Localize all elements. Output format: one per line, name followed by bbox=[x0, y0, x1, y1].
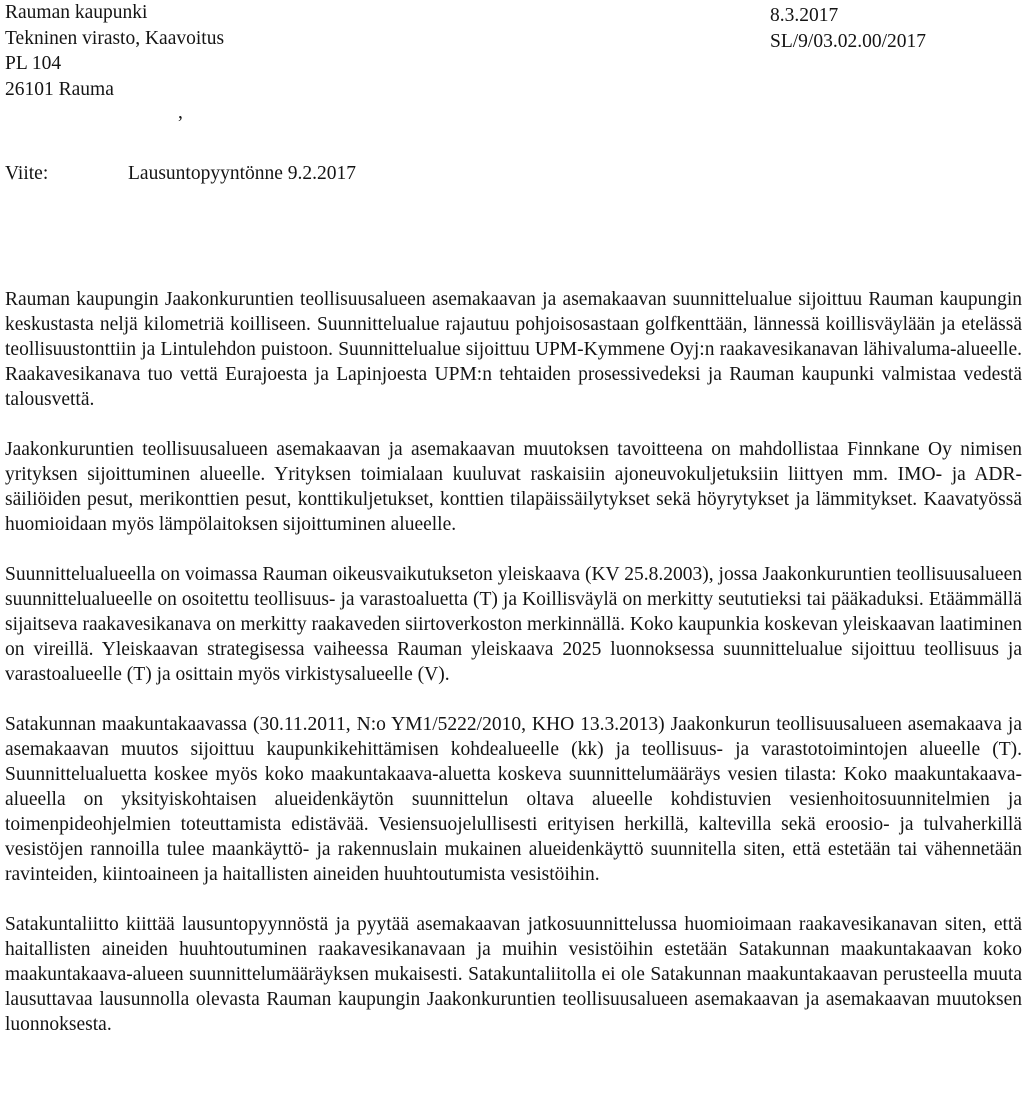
reference-label: Viite: bbox=[5, 163, 49, 184]
reference-value: Lausuntopyyntönne 9.2.2017 bbox=[128, 163, 357, 184]
body-paragraph: Satakunnan maakuntakaavassa (30.11.2011, N:o YM1/5222/2010, KHO 13.3.2013) Jaakonkurun teollisuusalueen asemakaava ja asemakaavan muutos sijoittuu kaupunkikehittämisen kohdealueelle (kk) ja teollisuus- ja varastotoimintojen alueelle (T). Suunnittelualuetta koskee myös koko maakuntakaava-aluetta koskeva suunnittelumääräys vesien tilasta: Koko maakuntakaava-alueella on yksityiskohtaisen alueidenkäytön suunnittelun oltava alueelle kohdistuvien vesienhoitosuunnitelmien ja toimenpideohjelmien toteuttamista edistävää. Vesiensuojelullisesti erityisen herkillä, kaltevilla sekä eroosio- ja tulvaherkillä vesistöjen rannoilla tulee maankäyttö- ja rakennuslain mukainen alueidenkäyttö suunnitella siten, että estetään tai vähennetään ravinteiden, kiintoaineen ja haitallisten aineiden huuhtoutumista vesistöihin. bbox=[5, 714, 1022, 885]
body-paragraph: Suunnittelualueella on voimassa Rauman oikeusvaikutukseton yleiskaava (KV 25.8.2003), jossa Jaakonkuruntien teollisuusalueen suunnittelualueelle on osoitettu teollisuus- ja varastoaluetta (T) ja Koillisväylä on merkitty seututieksi tai pääkaduksi. Etäämmällä sijaitseva raakavesikanava on merkitty raakaveden siirtoverkoston merkinnällä. Koko kaupunkia koskevan yleiskaavan laatiminen on vireillä. Yleiskaavan strategisessa vaiheessa Rauman yleiskaava 2025 luonnoksessa suunnittelualue sijoittuu teollisuus ja varastoalueelle (T) ja osittain myös virkistysalueelle (V). bbox=[5, 564, 1022, 685]
recipient-line-organization: Rauman kaupunki bbox=[5, 2, 148, 23]
recipient-line-po-box: PL 104 bbox=[5, 53, 62, 74]
recipient-address bbox=[5, 0, 224, 102]
letter-date: 8.3.2017 bbox=[770, 5, 839, 26]
body-paragraph: Satakuntaliitto kiittää lausuntopyynnöstä ja pyytää asemakaavan jatkosuunnittelussa huomioimaan raakavesikanavan siten, että haitallisten aineiden huuhtoutuminen raakavesikanavaan ja muihin vesistöihin estetään Satakunnan maakuntakaavan koko maakuntakaava-alueen suunnittelumääräyksen mukaisesti. Satakuntaliitolla ei ole Satakunnan maakuntakaavan perusteella muuta lausuttavaa lausunnolla olevasta Rauman kaupungin Jaakonkuruntien teollisuusalueen asemakaavan ja asemakaavan muutoksen luonnoksesta. bbox=[5, 914, 1022, 1035]
letter-body bbox=[5, 287, 1022, 1037]
recipient-line-postal-code: 26101 Rauma bbox=[5, 78, 114, 100]
letter-reference-block bbox=[770, 3, 926, 54]
diary-number: SL/9/03.02.00/2017 bbox=[770, 30, 927, 52]
body-paragraph: Jaakonkuruntien teollisuusalueen asemakaavan ja asemakaavan muutoksen tavoitteena on mahdollistaa Finnkane Oy nimisen yrityksen sijoittuminen alueelle. Yrityksen toimialaan kuuluvat raskaisiin ajoneuvokuljetuksiin liittyen mm. IMO- ja ADR-säiliöiden pesut, merikonttien pesut, konttikuljetukset, konttien tilapäissäilytykset sekä höyrytykset ja lämmitykset. Kaavatyössä huomioidaan myös lämpölaitoksen sijoittuminen alueelle. bbox=[5, 439, 1022, 535]
recipient-line-department: Tekninen virasto, Kaavoitus bbox=[5, 27, 225, 49]
body-paragraph: Rauman kaupungin Jaakonkuruntien teollisuusalueen asemakaavan ja asemakaavan suunnittelualue sijoittuu Rauman kaupungin keskustasta neljä kilometriä koilliseen. Suunnittelualue rajautuu pohjoisosastaan golfkenttään, lännessä koillisväylään ja etelässä teollisuustonttiin ja Lintulehdon puistoon. Suunnittelualue sijoittuu UPM-Kymmene Oyj:n raakavesikanavan lähivaluma-alueelle. Raakavesikanava tuo vettä Eurajoesta ja Lapinjoesta UPM:n tehtaiden prosessivedeksi ja Rauman kaupunki valmistaa vedestä talousvettä. bbox=[5, 289, 1022, 410]
stray-mark: , bbox=[178, 102, 183, 123]
